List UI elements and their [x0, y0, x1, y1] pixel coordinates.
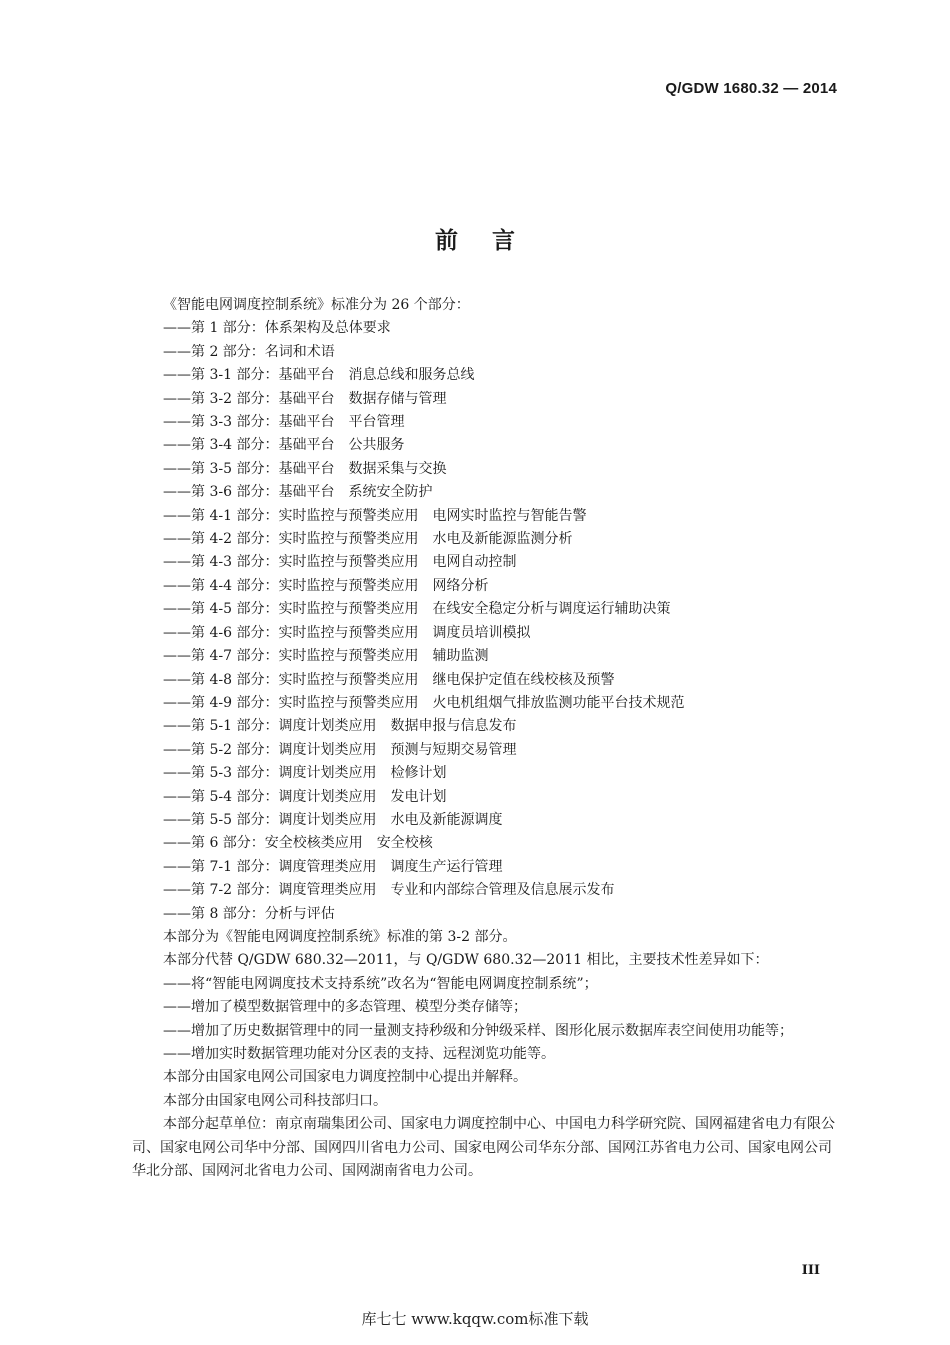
list-item: ——增加了历史数据管理中的同一量测支持秒级和分钟级采样、图形化展示数据库表空间使用功能等； — [163, 1022, 793, 1039]
page-title: 前言 — [435, 228, 549, 254]
drafting-units: 本部分起草单位：南京南瑞集团公司、国家电力调度控制中心、中国电力科学研究院、国网福建省电力有限公司、国家电网公司华中分部、国网四川省电力公司、国家电网公司华东分部、国网江苏省电力公司、国家电网公司华北分部、国网河北省电力公司、国网湖南省电力公司。 — [132, 1116, 835, 1180]
list-item: ——第 4-9 部分：实时监控与预警类应用 火电机组烟气排放监测功能平台技术规范 — [163, 694, 685, 711]
list-item: ——第 5-5 部分：调度计划类应用 水电及新能源调度 — [163, 811, 503, 828]
changes-list — [132, 973, 844, 1067]
list-item: ——第 3-3 部分：基础平台 平台管理 — [163, 414, 405, 431]
list-item: ——第 4-5 部分：实时监控与预警类应用 在线安全稳定分析与调度运行辅助决策 — [163, 601, 671, 618]
statement-centralized: 本部分由国家电网公司科技部归口。 — [163, 1092, 387, 1109]
list-item: ——第 3-2 部分：基础平台 数据存储与管理 — [163, 390, 447, 407]
list-item: ——第 7-1 部分：调度管理类应用 调度生产运行管理 — [163, 858, 503, 875]
list-item: ——第 8 部分：分析与评估 — [163, 905, 335, 922]
parts-list — [132, 317, 844, 926]
list-item: ——第 3-5 部分：基础平台 数据采集与交换 — [163, 460, 447, 477]
list-item: ——第 5-3 部分：调度计划类应用 检修计划 — [163, 765, 447, 782]
list-item: ——第 4-7 部分：实时监控与预警类应用 辅助监测 — [163, 648, 489, 665]
list-item: ——第 4-2 部分：实时监控与预警类应用 水电及新能源监测分析 — [163, 531, 573, 548]
list-item: ——第 5-4 部分：调度计划类应用 发电计划 — [163, 788, 447, 805]
statement-part: 本部分为《智能电网调度控制系统》标准的第 3-2 部分。 — [163, 928, 517, 945]
intro-text: 《智能电网调度控制系统》标准分为 26 个部分： — [163, 297, 470, 313]
watermark-text: 库七七 www.kqqw.com标准下载 — [361, 1310, 589, 1328]
list-item: ——第 4-3 部分：实时监控与预警类应用 电网自动控制 — [163, 554, 517, 571]
list-item: ——第 3-6 部分：基础平台 系统安全防护 — [163, 484, 433, 501]
list-item: ——第 6 部分：安全校核类应用 安全校核 — [163, 835, 433, 852]
statement-replace: 本部分代替 Q/GDW 680.32—2011，与 Q/GDW 680.32—2011 相比，主要技术性差异如下： — [163, 952, 769, 969]
list-item: ——第 3-4 部分：基础平台 公共服务 — [163, 437, 405, 454]
list-item: ——第 4-8 部分：实时监控与预警类应用 继电保护定值在线校核及预警 — [163, 671, 615, 688]
list-item: ——第 4-4 部分：实时监控与预警类应用 网络分析 — [163, 577, 489, 594]
list-item: ——第 5-1 部分：调度计划类应用 数据申报与信息发布 — [163, 718, 517, 735]
foreword-body — [132, 294, 844, 1183]
list-item: ——增加实时数据管理功能对分区表的支持、远程浏览功能等。 — [163, 1046, 555, 1062]
list-item: ——第 4-1 部分：实时监控与预警类应用 电网实时监控与智能告警 — [163, 507, 587, 524]
statement-proposed: 本部分由国家电网公司国家电力调度控制中心提出并解释。 — [163, 1069, 527, 1086]
list-item: ——第 3-1 部分：基础平台 消息总线和服务总线 — [163, 367, 475, 384]
standard-code: Q/GDW 1680.32 — 2014 — [665, 80, 837, 97]
list-item: ——第 1 部分：体系架构及总体要求 — [163, 320, 391, 337]
list-item: ——第 5-2 部分：调度计划类应用 预测与短期交易管理 — [163, 741, 517, 758]
list-item: ——第 4-6 部分：实时监控与预警类应用 调度员培训模拟 — [163, 624, 531, 641]
page-number: III — [801, 1263, 820, 1278]
list-item: ——将“智能电网调度技术支持系统”改名为“智能电网调度控制系统”； — [163, 975, 598, 992]
list-item: ——第 7-2 部分：调度管理类应用 专业和内部综合管理及信息展示发布 — [163, 882, 615, 899]
list-item: ——增加了模型数据管理中的多态管理、模型分类存储等； — [163, 999, 527, 1016]
list-item: ——第 2 部分：名词和术语 — [163, 343, 335, 360]
